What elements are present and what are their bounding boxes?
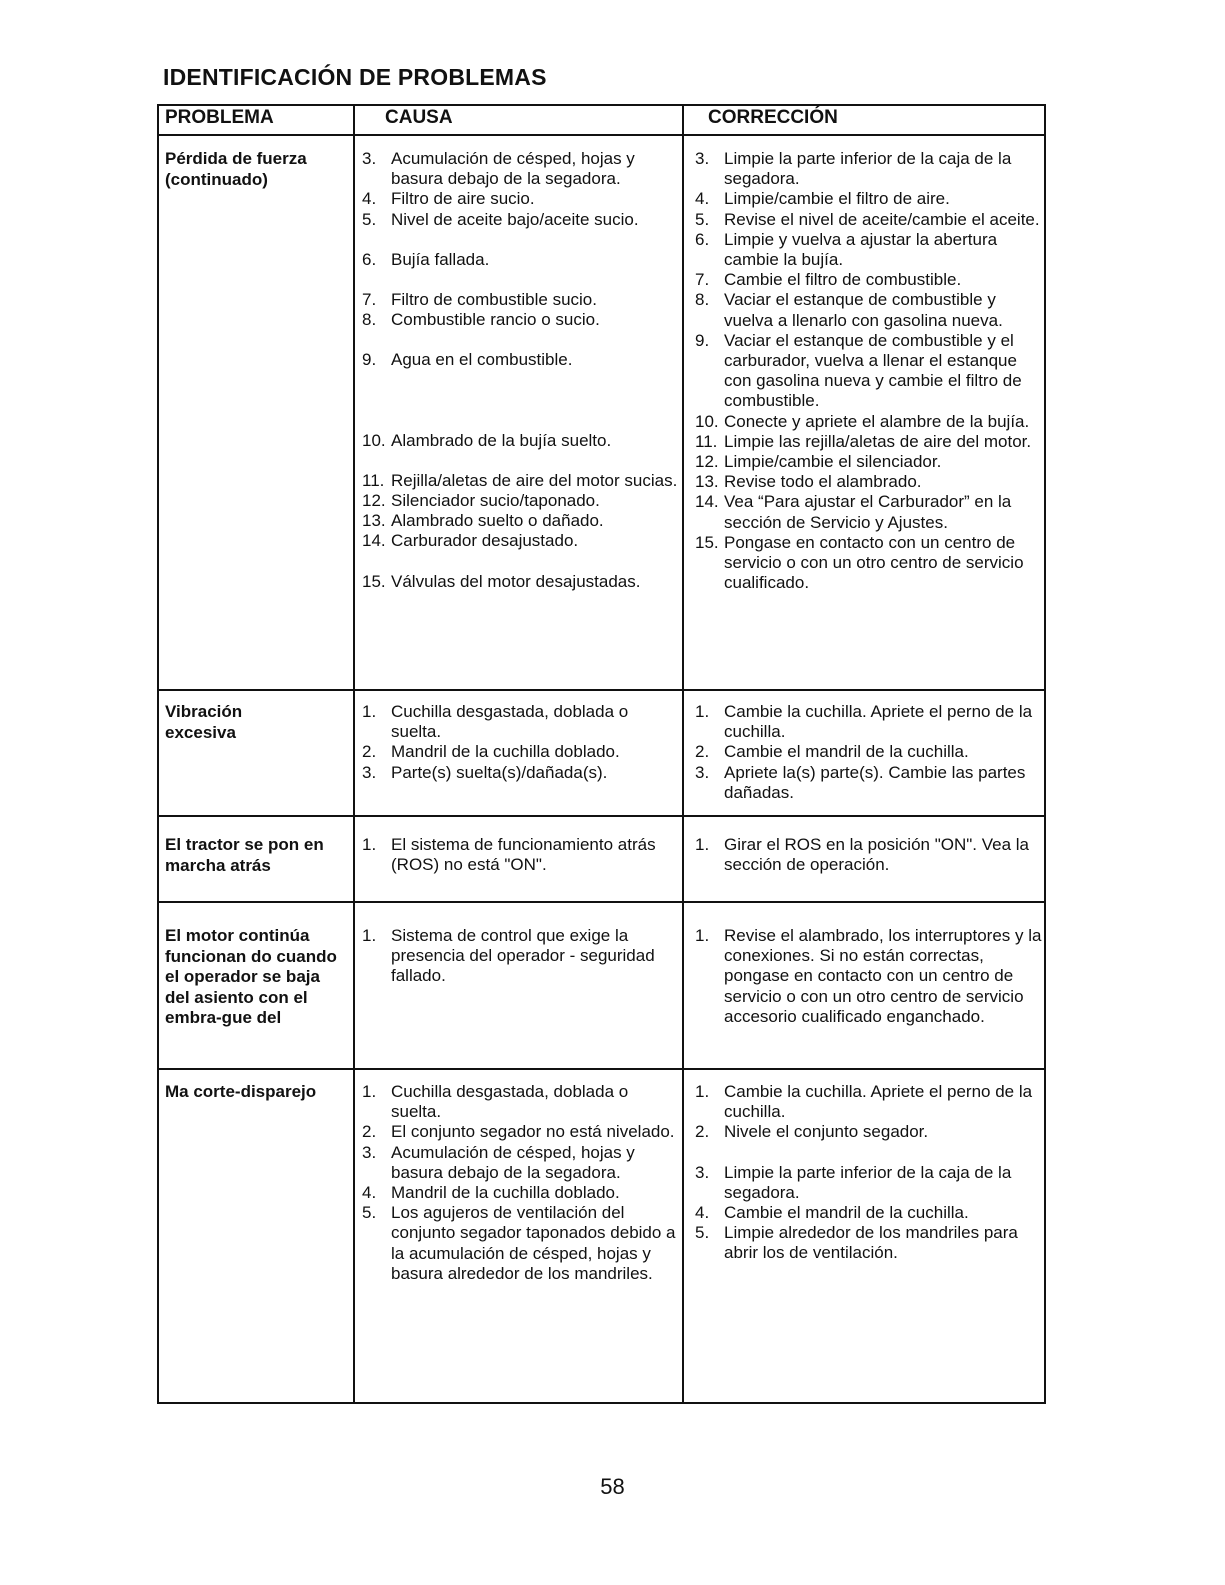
item-number: 3. bbox=[362, 149, 377, 168]
troubleshooting-table bbox=[157, 104, 1046, 1404]
correction-list bbox=[695, 926, 1045, 1027]
item-number: 5. bbox=[362, 209, 377, 229]
list-item bbox=[362, 835, 662, 875]
row-divider bbox=[159, 1068, 1044, 1070]
item-number: 7. bbox=[695, 270, 710, 290]
item-text: Girar el ROS en la posición "ON". Vea la sección de operación. bbox=[724, 835, 1029, 875]
item-text: Nivele el conjunto segador. bbox=[724, 1122, 929, 1142]
item-number: 9. bbox=[362, 350, 377, 370]
item-text: Cambie la cuchilla. Apriete el perno de la cuchilla. bbox=[724, 702, 1033, 742]
item-number: 14. bbox=[362, 531, 386, 551]
list-item bbox=[362, 926, 672, 987]
item-number: 5. bbox=[695, 1223, 710, 1243]
list-item bbox=[695, 492, 1045, 532]
page-number: 58 bbox=[600, 1474, 625, 1499]
item-text: Sistema de control que exige la presencia del operador - seguridad fallado. bbox=[391, 926, 655, 986]
header-cause: CAUSA bbox=[385, 107, 453, 128]
item-number: 4. bbox=[695, 1203, 710, 1223]
item-text: Acumulación de césped, hojas y basura debajo de la segadora. bbox=[391, 149, 635, 189]
item-number: 9. bbox=[695, 330, 710, 350]
item-text: Rejilla/aletas de aire del motor sucias. bbox=[391, 470, 678, 490]
item-text: Los agujeros de ventilación del conjunto segador taponados debido a la acumulación de césped, hojas y basura alrededor de los mandriles. bbox=[391, 1203, 676, 1283]
header-correction: CORRECCIÓN bbox=[708, 107, 838, 128]
list-item bbox=[695, 742, 1045, 762]
list-item bbox=[362, 310, 680, 330]
item-text: El sistema de funcionamiento atrás (ROS) no está "ON". bbox=[391, 835, 656, 875]
item-text: Bujía fallada. bbox=[391, 249, 490, 269]
list-item bbox=[695, 189, 1045, 209]
item-text: Acumulación de césped, hojas y basura debajo de la segadora. bbox=[391, 1142, 635, 1182]
list-item bbox=[695, 452, 1045, 472]
row-divider bbox=[159, 815, 1044, 817]
list-item bbox=[362, 290, 680, 310]
cause-list bbox=[362, 1082, 680, 1284]
item-number: 3. bbox=[695, 1162, 710, 1182]
problem-label: El motor continúa funcionan do cuando el operador se baja del asiento con el embra-gue del bbox=[165, 926, 337, 1027]
item-number: 1. bbox=[362, 1082, 377, 1101]
list-item bbox=[695, 412, 1045, 432]
item-number: 2. bbox=[695, 1122, 710, 1142]
item-number: 6. bbox=[695, 229, 710, 249]
list-item bbox=[695, 702, 1045, 742]
item-number: 1. bbox=[695, 1082, 710, 1101]
problem-label: Vibración excesiva bbox=[165, 702, 243, 742]
item-text: Mandril de la cuchilla doblado. bbox=[391, 742, 620, 762]
item-number: 1. bbox=[362, 702, 377, 721]
item-text: Parte(s) suelta(s)/dañada(s). bbox=[391, 762, 608, 782]
item-number: 3. bbox=[695, 762, 710, 782]
item-number: 10. bbox=[695, 411, 719, 431]
item-text: Carburador desajustado. bbox=[391, 531, 579, 551]
item-text: Combustible rancio o sucio. bbox=[391, 310, 600, 330]
item-text: Filtro de aire sucio. bbox=[391, 189, 535, 209]
item-text: Nivel de aceite bajo/aceite sucio. bbox=[391, 209, 639, 229]
list-item bbox=[695, 210, 1045, 230]
item-number: 12. bbox=[695, 452, 719, 472]
problem-label: Ma corte-disparejo bbox=[165, 1082, 317, 1101]
list-item bbox=[362, 1082, 680, 1122]
item-text: Revise el alambrado, los interruptores y la conexiones. Si no están correctas, pongase en contacto con un centro de servicio o con un otro centro de servicio accesorio cualificado enganchado. bbox=[724, 926, 1042, 1026]
item-text: Mandril de la cuchilla doblado. bbox=[391, 1183, 620, 1203]
list-item bbox=[695, 230, 1045, 270]
item-number: 1. bbox=[695, 926, 710, 945]
list-item bbox=[695, 149, 1045, 189]
list-item bbox=[362, 511, 680, 531]
item-text: Silenciador sucio/taponado. bbox=[391, 491, 600, 511]
problem-label: Pérdida de fuerza (continuado) bbox=[165, 149, 307, 189]
list-item bbox=[695, 270, 1045, 290]
list-item bbox=[695, 290, 1045, 330]
cause-list bbox=[362, 835, 662, 875]
list-item bbox=[695, 1163, 1045, 1203]
list-item bbox=[695, 432, 1045, 452]
list-item bbox=[362, 742, 680, 762]
list-item bbox=[362, 572, 680, 592]
list-item bbox=[362, 531, 680, 551]
item-number: 5. bbox=[695, 209, 710, 229]
list-item bbox=[362, 431, 680, 451]
header-divider bbox=[159, 134, 1044, 136]
correction-list bbox=[695, 149, 1045, 593]
row-divider bbox=[159, 901, 1044, 903]
item-number: 14. bbox=[695, 492, 719, 512]
item-number: 15. bbox=[695, 532, 719, 552]
item-number: 4. bbox=[362, 189, 377, 209]
item-number: 11. bbox=[362, 470, 385, 490]
column-divider bbox=[353, 106, 355, 1402]
item-text: Vaciar el estanque de combustible y el carburador, vuelva a llenar el estanque con gasolina nueva y cambie el filtro de combustible. bbox=[724, 330, 1022, 411]
list-item bbox=[695, 763, 1045, 803]
item-number: 3. bbox=[695, 149, 710, 168]
cause-list bbox=[362, 926, 672, 987]
item-number: 5. bbox=[362, 1203, 377, 1223]
item-text: Pongase en contacto con un centro de servicio o con un otro centro de servicio cualificado. bbox=[724, 532, 1024, 593]
list-item bbox=[695, 472, 1045, 492]
list-item bbox=[362, 189, 680, 209]
item-number: 3. bbox=[362, 762, 377, 782]
list-item bbox=[362, 763, 680, 783]
item-text: Limpie las rejilla/aletas de aire del motor. bbox=[724, 431, 1032, 451]
list-item bbox=[362, 471, 680, 491]
item-number: 1. bbox=[695, 835, 710, 854]
item-text: Limpie/cambie el filtro de aire. bbox=[724, 189, 950, 209]
list-item bbox=[362, 250, 680, 270]
item-text: Limpie la parte inferior de la caja de la segadora. bbox=[724, 149, 1012, 189]
list-item bbox=[695, 1203, 1045, 1223]
item-number: 8. bbox=[695, 290, 710, 310]
row-divider bbox=[159, 689, 1044, 691]
list-item bbox=[362, 702, 680, 742]
item-text: Cuchilla desgastada, doblada o suelta. bbox=[391, 1082, 629, 1122]
list-item bbox=[362, 1122, 680, 1142]
item-text: Cambie la cuchilla. Apriete el perno de la cuchilla. bbox=[724, 1082, 1033, 1122]
item-text: Limpie la parte inferior de la caja de la segadora. bbox=[724, 1162, 1012, 1202]
item-text: Cambie el mandril de la cuchilla. bbox=[724, 1203, 969, 1223]
item-text: El conjunto segador no está nivelado. bbox=[391, 1122, 675, 1142]
item-text: Revise el nivel de aceite/cambie el aceite. bbox=[724, 209, 1040, 229]
item-number: 2. bbox=[362, 742, 377, 762]
cause-list bbox=[362, 702, 680, 783]
item-number: 2. bbox=[695, 742, 710, 762]
list-item bbox=[362, 1183, 680, 1203]
item-text: Filtro de combustible sucio. bbox=[391, 290, 597, 310]
correction-list bbox=[695, 1082, 1045, 1264]
item-text: Conecte y apriete el alambre de la bujía. bbox=[724, 411, 1030, 431]
header-problem: PROBLEMA bbox=[165, 107, 274, 128]
list-item bbox=[362, 149, 680, 189]
cause-list bbox=[362, 149, 680, 592]
item-text: Alambrado de la bujía suelto. bbox=[391, 430, 612, 450]
list-item bbox=[695, 926, 1045, 1027]
list-item bbox=[362, 1143, 680, 1183]
item-number: 3. bbox=[362, 1142, 377, 1162]
correction-list bbox=[695, 835, 1035, 875]
item-number: 1. bbox=[362, 926, 377, 945]
item-text: Limpie alrededor de los mandriles para abrir los de ventilación. bbox=[724, 1223, 1018, 1263]
item-number: 10. bbox=[362, 430, 386, 450]
item-number: 1. bbox=[362, 835, 377, 854]
list-item bbox=[695, 1082, 1045, 1122]
item-text: Cambie el mandril de la cuchilla. bbox=[724, 742, 969, 762]
item-number: 12. bbox=[362, 491, 386, 511]
list-item bbox=[362, 1203, 680, 1284]
column-divider bbox=[682, 106, 684, 1402]
item-text: Apriete la(s) parte(s). Cambie las partes dañadas. bbox=[724, 762, 1026, 802]
item-text: Válvulas del motor desajustadas. bbox=[391, 571, 641, 591]
page-title: IDENTIFICACIÓN DE PROBLEMAS bbox=[163, 64, 547, 90]
item-number: 8. bbox=[362, 310, 377, 330]
item-number: 15. bbox=[362, 571, 386, 591]
correction-list bbox=[695, 702, 1045, 803]
item-text: Cambie el filtro de combustible. bbox=[724, 270, 962, 290]
item-number: 6. bbox=[362, 249, 377, 269]
list-item bbox=[695, 533, 1045, 594]
list-item bbox=[695, 331, 1045, 412]
item-text: Cuchilla desgastada, doblada o suelta. bbox=[391, 702, 629, 742]
item-number: 2. bbox=[362, 1122, 377, 1142]
item-number: 13. bbox=[362, 511, 386, 531]
item-text: Limpie/cambie el silenciador. bbox=[724, 452, 942, 472]
item-number: 1. bbox=[695, 702, 710, 721]
item-number: 11. bbox=[695, 431, 718, 451]
item-number: 7. bbox=[362, 290, 377, 310]
list-item bbox=[695, 1122, 1045, 1142]
item-number: 13. bbox=[695, 472, 719, 492]
list-item bbox=[695, 1223, 1045, 1263]
list-item bbox=[695, 835, 1035, 875]
item-text: Vaciar el estanque de combustible y vuelva a llenarlo con gasolina nueva. bbox=[724, 290, 1003, 330]
item-text: Agua en el combustible. bbox=[391, 350, 573, 370]
list-item bbox=[362, 210, 680, 230]
list-item bbox=[362, 350, 680, 370]
item-text: Revise todo el alambrado. bbox=[724, 472, 922, 492]
item-text: Limpie y vuelva a ajustar la abertura cambie la bujía. bbox=[724, 229, 998, 270]
item-number: 4. bbox=[362, 1183, 377, 1203]
item-text: Alambrado suelto o dañado. bbox=[391, 511, 604, 531]
item-text: Vea “Para ajustar el Carburador” en la sección de Servicio y Ajustes. bbox=[724, 492, 1012, 532]
item-number: 4. bbox=[695, 189, 710, 209]
problem-label: El tractor se pon en marcha atrás bbox=[165, 835, 324, 875]
list-item bbox=[362, 491, 680, 511]
